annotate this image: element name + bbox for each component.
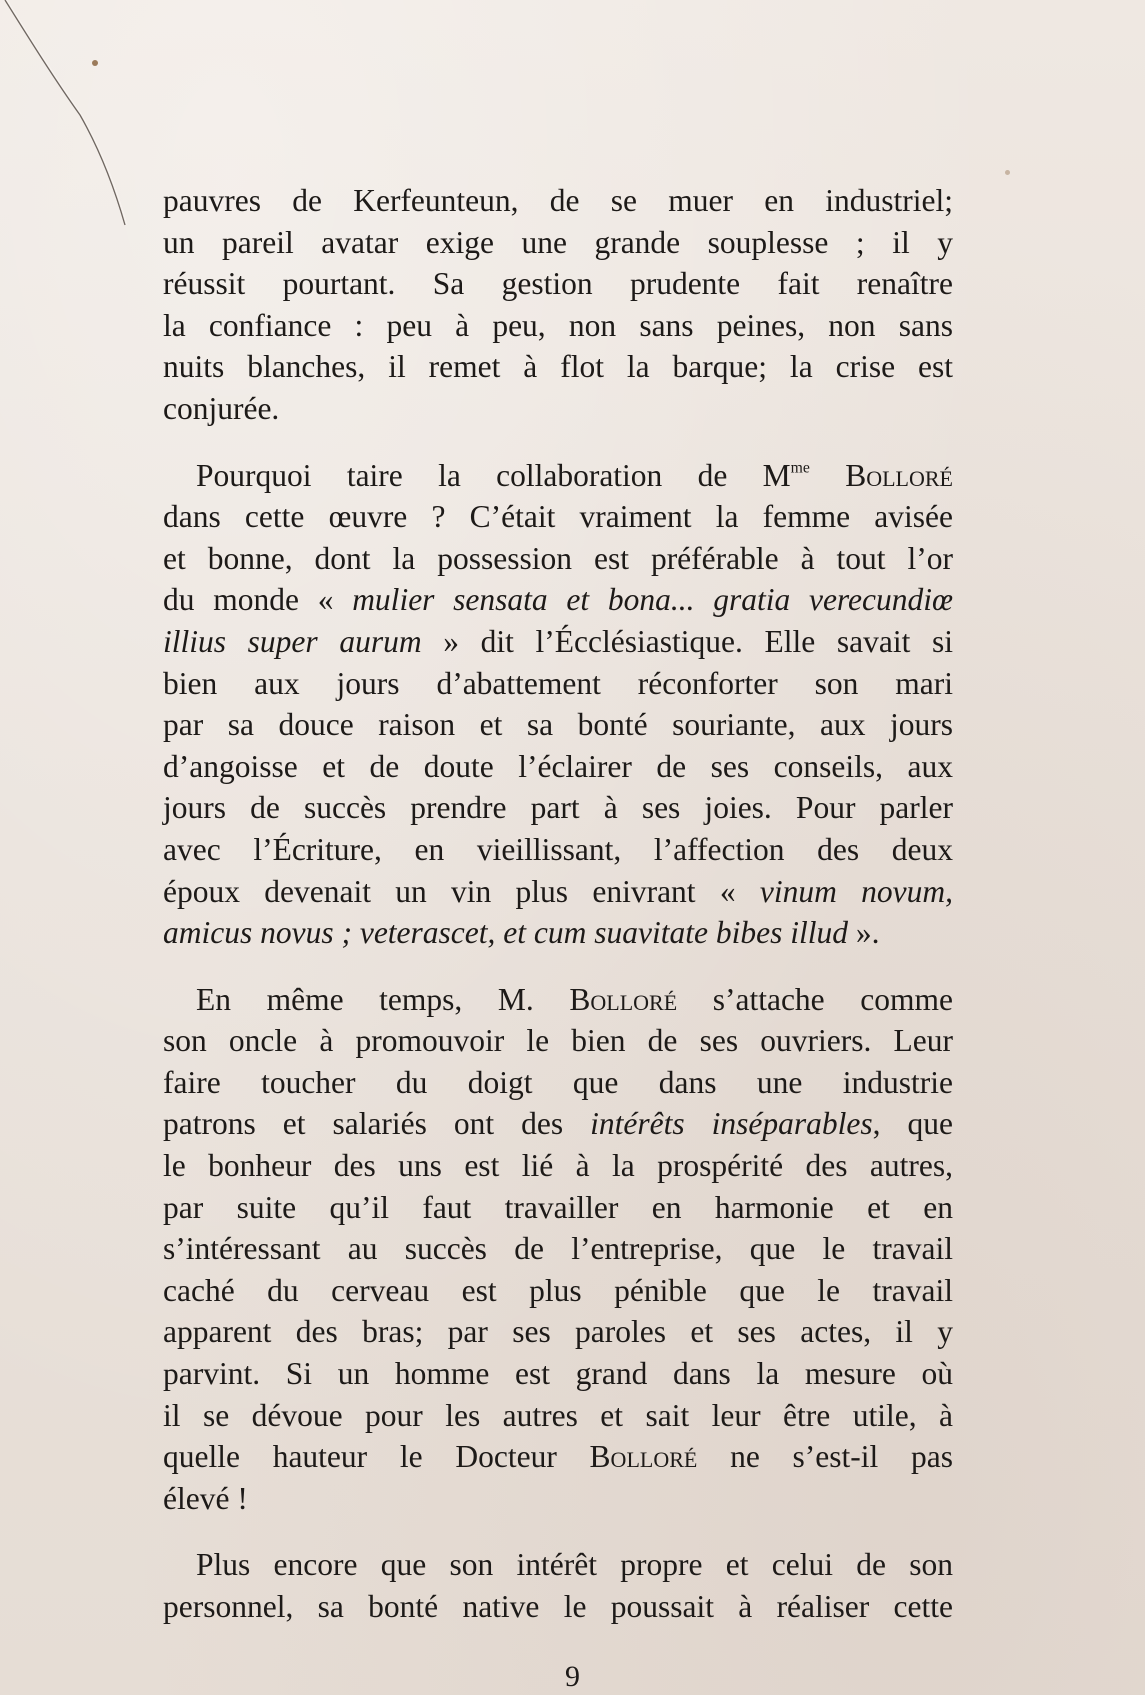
text-line: nuits blanches, il remet à flot la barque; la crise est [163,349,953,385]
text-line [163,1103,953,1145]
text-line: un pareil avatar exige une grande souplesse ; il y [163,224,953,260]
text-line [163,979,953,1021]
text-run: époux devenait un vin plus enivrant « [163,873,760,909]
text-run: , que [872,1106,953,1142]
text-run: quelle hauteur le Docteur [163,1439,590,1475]
superscript: me [790,459,810,477]
emphasis: intérêts inséparables [590,1106,873,1142]
page-number: 9 [565,1660,580,1693]
text-line [163,912,953,954]
text-line [163,455,953,497]
text-line: élevé ! [163,1480,248,1516]
text-line: pauvres de Kerfeunteun, de se muer en industriel; [163,183,953,218]
text-line: par suite qu’il faut travailler en harmonie et en [163,1189,953,1225]
space [810,458,845,493]
text-line: d’angoisse et de doute l’éclairer de ses conseils, aux [163,748,953,784]
text-line: réussit pourtant. Sa gestion prudente fait renaître [163,266,953,302]
text-line: la confiance : peu à peu, non sans peines, non sans [163,307,953,343]
text-line [163,871,953,913]
text-line [163,621,953,663]
text-run: s’attache comme [677,981,953,1017]
text-line: bien aux jours d’abattement réconforter son mari [163,665,953,701]
text-line: son oncle à promouvoir le bien de ses ouvriers. Leur [163,1023,953,1059]
text-line: jours de succès prendre part à ses joies. Pour parler [163,790,953,826]
text-line: le bonheur des uns est lié à la prospérité des autres, [163,1148,953,1184]
text-run: du monde « [163,582,353,618]
paragraph [163,180,953,430]
text-run: En même temps, M. [196,981,570,1017]
text-line: Plus encore que son intérêt propre et celui de son [196,1547,953,1583]
text-run: ». [847,915,880,951]
paragraph [163,1544,953,1627]
paper-spot [92,60,98,66]
text-line: apparent des bras; par ses paroles et ses actes, il y [163,1314,953,1350]
text-line: et bonne, dont la possession est préférable à tout l’or [163,540,953,576]
text-line [163,579,953,621]
text-line: faire toucher du doigt que dans une industrie [163,1064,953,1100]
text-line: caché du cerveau est plus pénible que le travail [163,1272,953,1308]
surname: Bolloré [845,457,953,493]
latin-quote: mulier sensata et bona... gratia verecundiœ [352,582,953,618]
surname: Bolloré [589,1439,698,1475]
text-line: dans cette œuvre ? C’était vraiment la femme avisée [163,499,953,535]
paper-spot [1005,170,1010,175]
page-body [163,180,953,1628]
text-line: il se dévoue pour les autres et sait leur être utile, à [163,1397,953,1433]
paper-crease [0,0,160,240]
text-line: personnel, sa bonté native le poussait à réaliser cette [163,1589,953,1624]
surname: Bolloré [569,981,678,1017]
text-line: avec l’Écriture, en vieillissant, l’affection des deux [163,831,953,867]
paragraph [163,979,953,1520]
text-run: » dit l’Écclésiastique. Elle savait si [421,623,953,659]
text-line: par sa douce raison et sa bonté souriante, aux jours [163,707,953,743]
text-line: s’intéressant au succès de l’entreprise, que le travail [163,1231,953,1267]
latin-quote: illius super aurum [163,623,422,659]
text-line: parvint. Si un homme est grand dans la mesure où [163,1356,953,1392]
text-line: conjurée. [163,390,280,426]
text-run: patrons et salariés ont des [163,1106,591,1142]
text-line [163,1436,953,1478]
latin-quote: amicus novus ; veterascet, et cum suavitate bibes illud [163,915,848,951]
paragraph [163,455,953,954]
latin-quote: vinum novum, [759,873,953,909]
text-run: ne s’est-il pas [697,1439,953,1475]
text-run: Pourquoi taire la collaboration de M [196,457,791,493]
